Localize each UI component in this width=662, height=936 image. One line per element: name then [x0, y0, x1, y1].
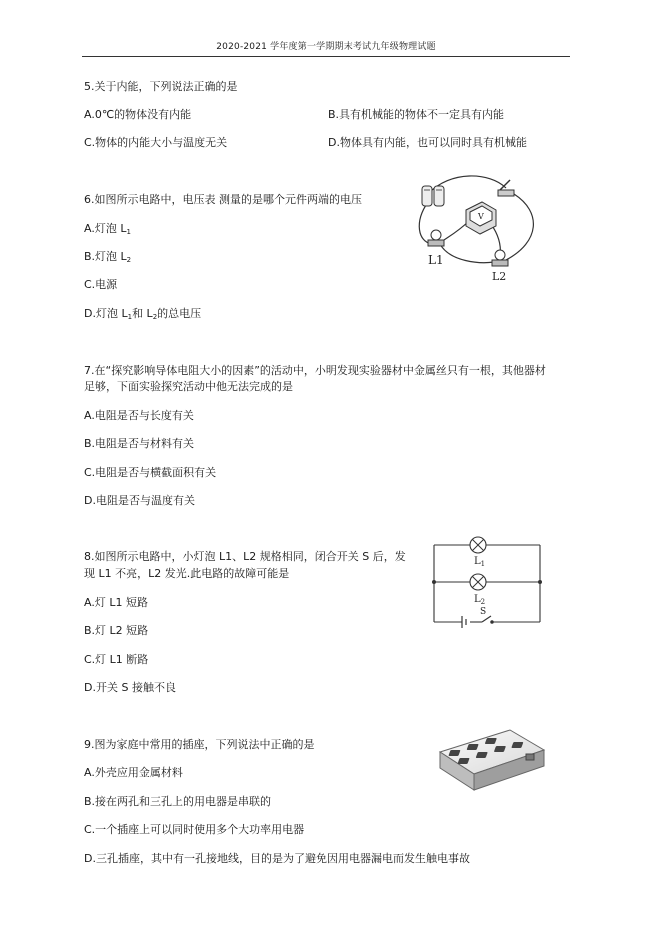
q6-option-b: B.灯泡 $L_2$: [84, 250, 132, 264]
q7-option-c: C.电阻是否与横截面积有关: [84, 466, 217, 479]
q8-stem-line1: 8.如图所示电路中，小灯泡 L1、L2 规格相同，闭合开关 S 后，发: [84, 550, 406, 563]
q8-circuit-figure: [430, 530, 546, 630]
q7-stem-line1: 7.在“探究影响导体电阻大小的因素”的活动中，小明发现实验器材中金属丝只有一根，其他器材: [84, 364, 546, 377]
q8-option-a: A.灯 L1 短路: [84, 596, 148, 609]
q6-stem: 6.如图所示电路中，电压表 测量的是哪个元件两端的电压: [84, 193, 362, 206]
label-l2: $L_2$: [474, 594, 486, 606]
q5-option-b: B.具有机械能的物体不一定具有内能: [328, 108, 505, 121]
label-l1: $L_1$: [474, 556, 486, 568]
lamp-l1-symbol: [470, 537, 486, 553]
q8-option-b: B.灯 L2 短路: [84, 624, 149, 637]
switch-button-icon: [526, 754, 534, 760]
q6-circuit-figure: [410, 172, 550, 284]
q5-option-d: D.物体具有内能，也可以同时具有机械能: [328, 136, 527, 149]
voltmeter-icon: [466, 202, 496, 234]
junction-left: [432, 580, 436, 584]
lamp-l1-icon: [428, 230, 444, 246]
page-header: 2020-2021 学年度第一学期期末考试九年级物理试题: [216, 42, 436, 52]
switch-symbol: [482, 616, 493, 623]
q9-power-strip-image: [436, 724, 548, 796]
q5-options-row2: [84, 136, 584, 150]
battery-symbol: [462, 616, 466, 628]
q8-option-d: D.开关 S 接触不良: [84, 681, 176, 694]
q6-option-a: A.灯泡 $L_1$: [84, 222, 131, 236]
lamp-l2-icon: [492, 250, 508, 266]
header-divider: [82, 56, 570, 57]
q7-option-b: B.电阻是否与材料有关: [84, 437, 195, 450]
q9-option-d: D.三孔插座，其中有一孔接地线，目的是为了避免因用电器漏电而发生触电事故: [84, 852, 470, 865]
q9-option-b: B.接在两孔和三孔上的用电器是串联的: [84, 795, 272, 808]
q7-option-a: A.电阻是否与长度有关: [84, 409, 194, 422]
q5-stem: 5.关于内能，下列说法正确的是: [84, 80, 238, 93]
label-l2: L2: [492, 270, 507, 283]
q7-stem-line2: 足够，下面实验探究活动中他无法完成的是: [84, 380, 293, 393]
q5-options-row1: [84, 108, 584, 122]
junction-right: [538, 580, 542, 584]
q8-stem-line2: 现 L1 不亮，L2 发光.此电路的故障可能是: [84, 567, 290, 580]
q5-option-a: A.0℃的物体没有内能: [84, 108, 192, 121]
label-s: S: [480, 607, 487, 617]
q6-option-c: C.电源: [84, 278, 118, 291]
q9-option-a: A.外壳应用金属材料: [84, 766, 183, 779]
q5-option-c: C.物体的内能大小与温度无关: [84, 136, 228, 149]
q6-option-d: D.灯泡 $L_1$和 $L_2$的总电压: [84, 307, 202, 321]
label-l1: L1: [428, 253, 444, 267]
q7-option-d: D.电阻是否与温度有关: [84, 494, 195, 507]
lamp-l2-symbol: [470, 574, 486, 590]
q8-option-c: C.灯 L1 断路: [84, 653, 149, 666]
q9-option-c: C.一个插座上可以同时使用多个大功率用电器: [84, 823, 305, 836]
q9-stem: 9.图为家庭中常用的插座，下列说法中正确的是: [84, 738, 315, 751]
svg-text:V: V: [478, 212, 484, 221]
